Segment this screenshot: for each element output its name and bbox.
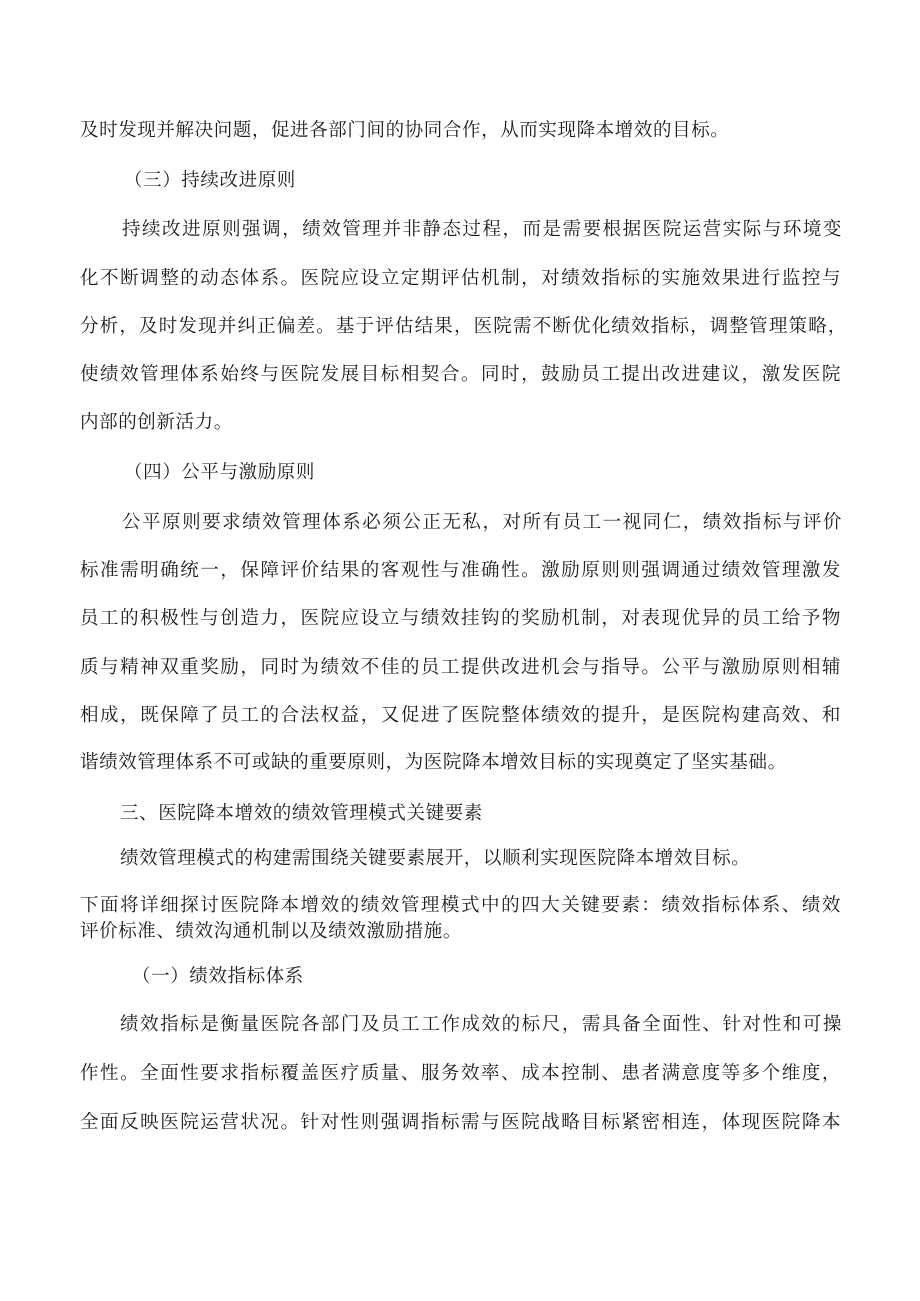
paragraph-line: 作性。全面性要求指标覆盖医疗质量、服务效率、成本控制、患者满意度等多个维度， [80,1063,841,1084]
paragraph-line: 及时发现并解决问题，促进各部门间的协同合作，从而实现降本增效的目标。 [80,120,730,141]
chapter-heading: 三、医院降本增效的绩效管理模式关键要素 [120,803,483,824]
section-heading: （四）公平与激励原则 [124,462,316,483]
paragraph-line: 评价标准、绩效沟通机制以及绩效激励措施。 [80,921,463,942]
paragraph-line: 相成，既保障了员工的合法权益，又促进了医院整体绩效的提升，是医院构建高效、和 [80,705,841,726]
section-heading: （三）持续改进原则 [124,170,296,191]
paragraph-line: 谐绩效管理体系不可或缺的重要原则，为医院降本增效目标的实现奠定了坚实基础。 [80,752,787,773]
paragraph-line: 下面将详细探讨医院降本增效的绩效管理模式中的四大关键要素：绩效指标体系、绩效 [80,895,841,916]
paragraph-line: 公平原则要求绩效管理体系必须公正无私，对所有员工一视同仁，绩效指标与评价 [122,512,842,533]
paragraph-line: 员工的积极性与创造力，医院应设立与绩效挂钩的奖励机制，对表现优异的员工给予物 [80,608,841,629]
paragraph-line: 全面反映医院运营状况。针对性则强调指标需与医院战略目标紧密相连，体现医院降本 [80,1112,841,1133]
paragraph-line: 使绩效管理体系始终与医院发展目标相契合。同时，鼓励员工提出改进建议，激发医院 [80,364,841,385]
paragraph-line: 内部的创新活力。 [80,412,233,433]
section-heading: （一）绩效指标体系 [132,966,304,987]
paragraph-line: 持续改进原则强调，绩效管理并非静态过程，而是需要根据医院运营实际与环境变 [122,219,842,240]
paragraph-line: 绩效管理模式的构建需围绕关键要素展开，以顺利实现医院降本增效目标。 [120,848,751,869]
paragraph-line: 质与精神双重奖励，同时为绩效不佳的员工提供改进机会与指导。公平与激励原则相辅 [80,657,841,678]
paragraph-line: 化不断调整的动态体系。医院应设立定期评估机制，对绩效指标的实施效果进行监控与 [80,268,841,289]
paragraph-line: 分析，及时发现并纠正偏差。基于评估结果，医院需不断优化绩效指标，调整管理策略， [80,316,847,337]
paragraph-line: 标准需明确统一，保障评价结果的客观性与准确性。激励原则则强调通过绩效管理激发 [80,560,841,581]
paragraph-line: 绩效指标是衡量医院各部门及员工工作成效的标尺，需具备全面性、针对性和可操 [120,1014,842,1035]
